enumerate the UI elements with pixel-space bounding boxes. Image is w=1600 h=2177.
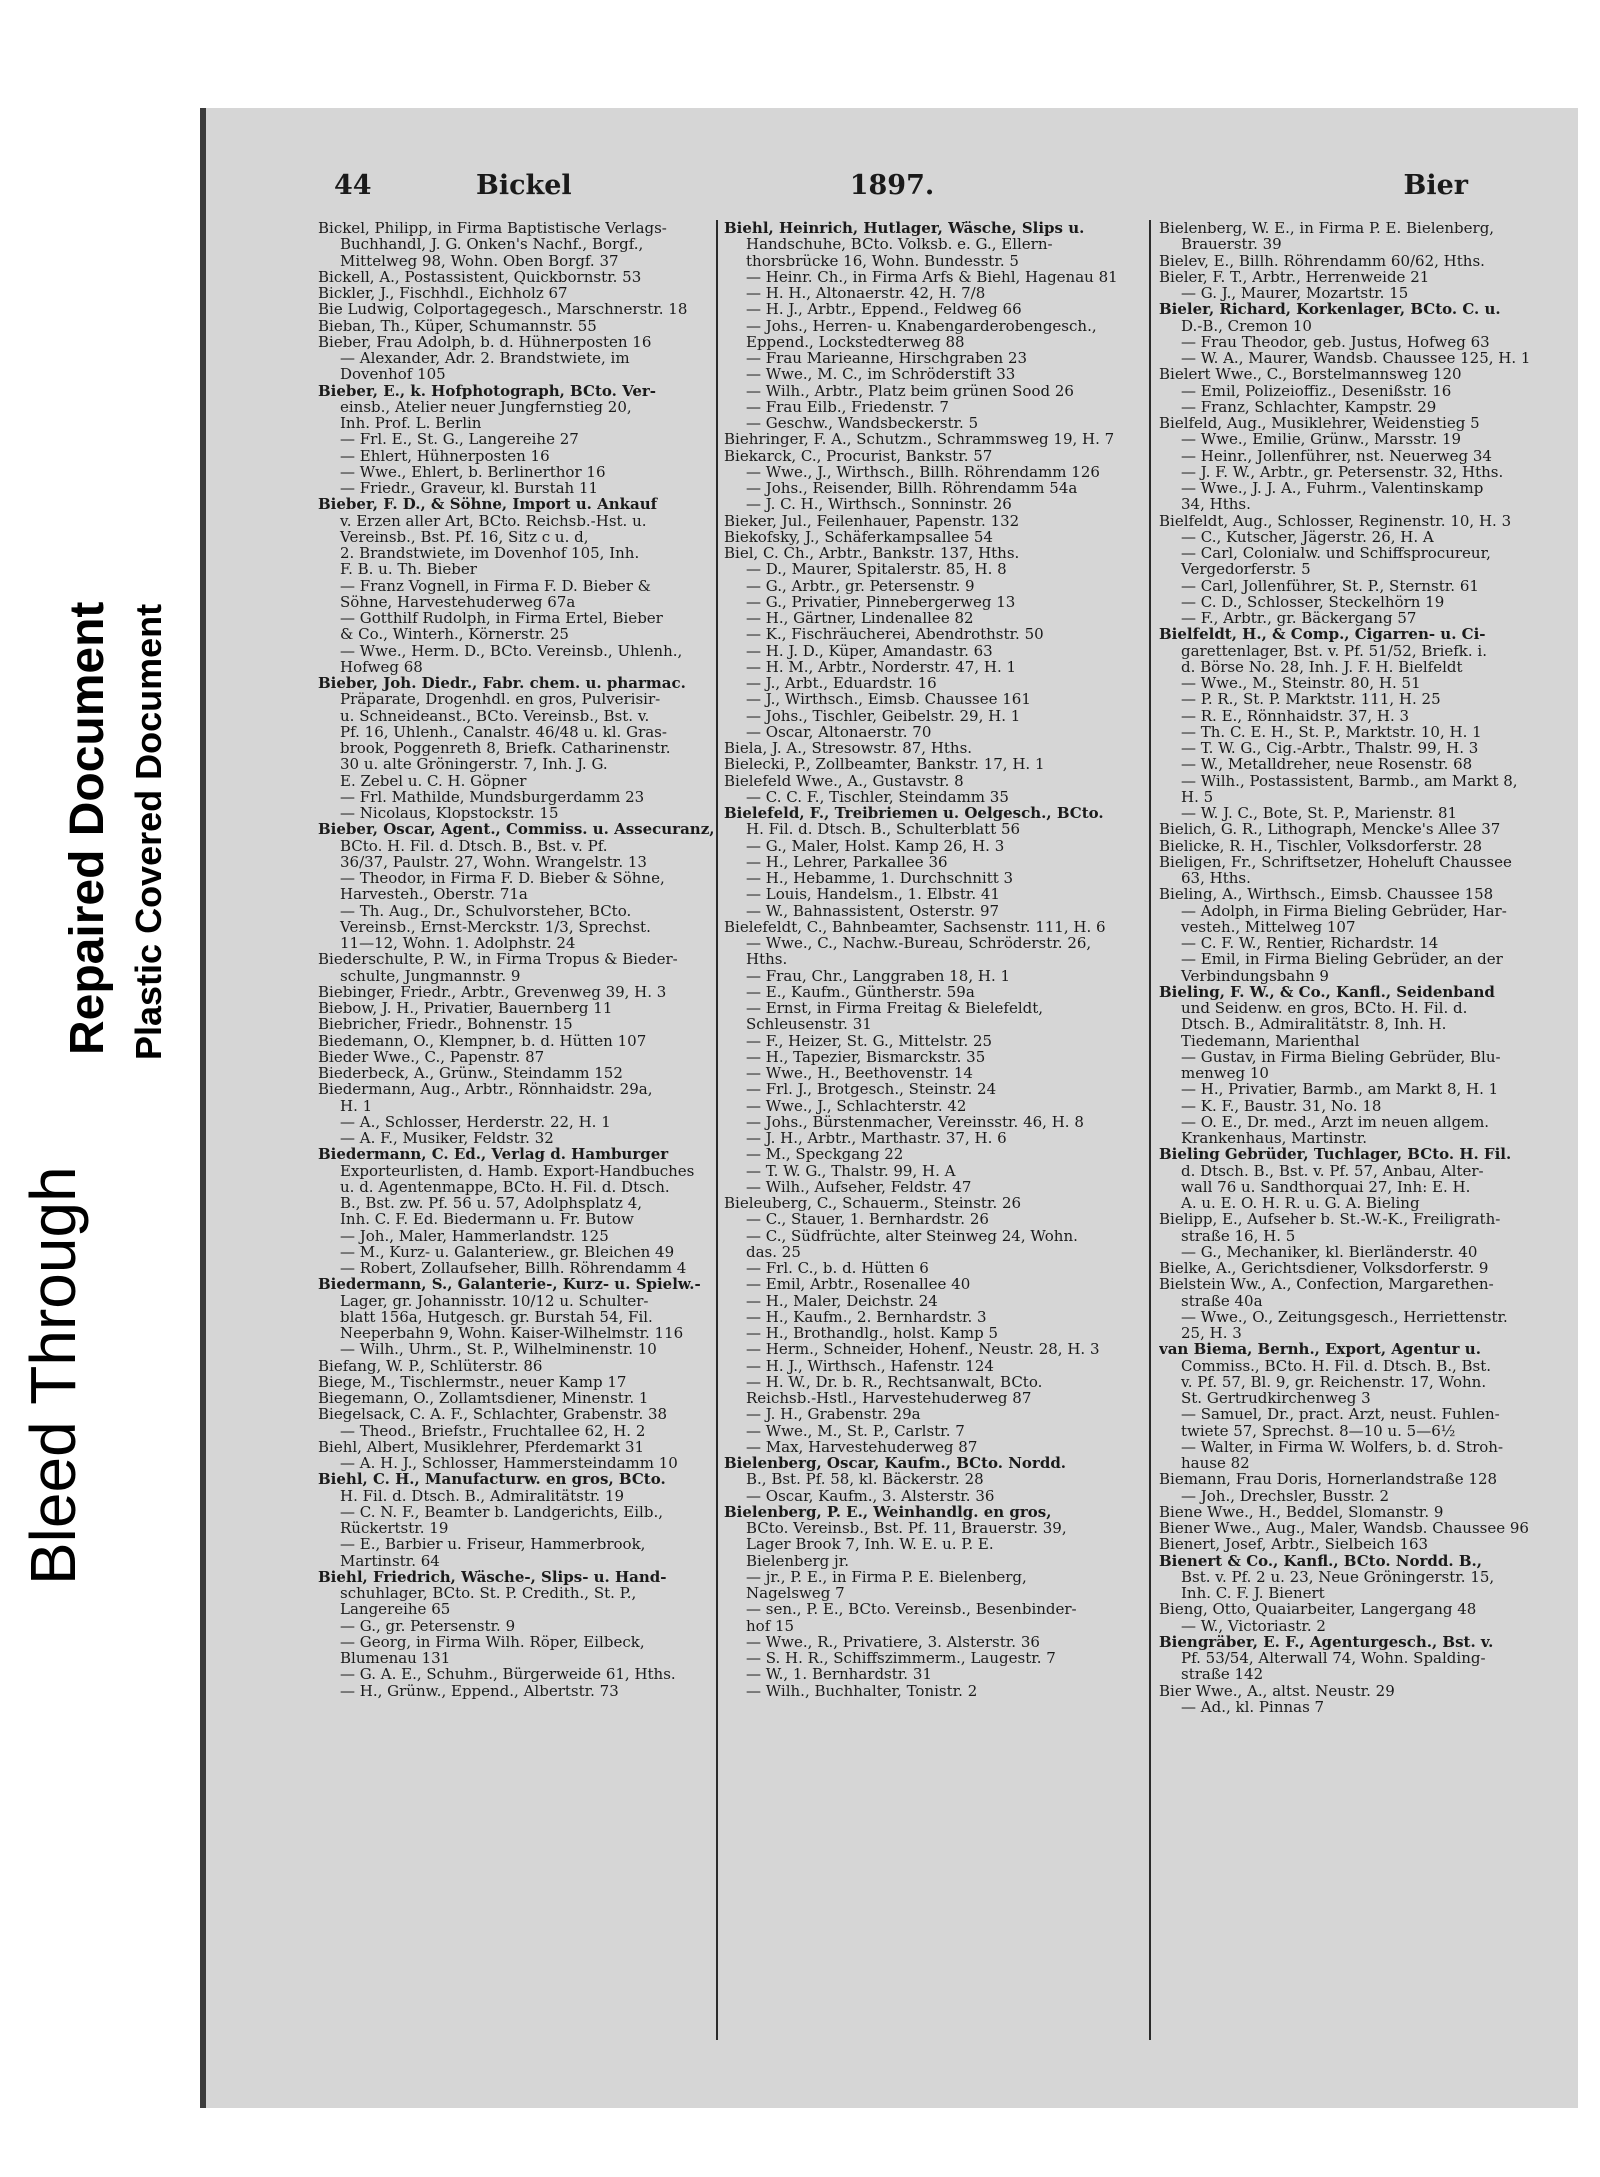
- directory-entry-line: Bielefeld, F., Treibriemen u. Oelgesch., BCto.: [724, 805, 1104, 822]
- directory-entry-line: Söhne, Harvestehuderweg 67a: [340, 593, 576, 610]
- directory-entry-line: Bielstein Ww., A., Confection, Margarethen-: [1159, 1276, 1494, 1293]
- directory-entry-line: Bieder Wwe., C., Papenstr. 87: [318, 1048, 545, 1065]
- directory-entry-line: Bieber, F. D., & Söhne, Import u. Ankauf: [318, 496, 658, 513]
- directory-entry-line: Bielenberg, P. E., Weinhandlg. en gros,: [724, 1503, 1052, 1520]
- directory-entry-line: — Frau Theodor, geb. Justus, Hofweg 63: [1181, 333, 1490, 350]
- directory-entry-line: Präparate, Drogenhdl. en gros, Pulverisir-: [340, 691, 661, 708]
- directory-entry-line: 63, Hths.: [1181, 870, 1251, 887]
- directory-entry-line: Biel, C. Ch., Arbtr., Bankstr. 137, Hths.: [724, 545, 1020, 562]
- directory-entry-line: — D., Maurer, Spitalerstr. 85, H. 8: [746, 561, 1007, 578]
- directory-entry-line: Inh. C. F. Ed. Biedermann u. Fr. Butow: [340, 1211, 634, 1228]
- directory-entry-line: E. Zebel u. C. H. Göpner: [340, 772, 527, 789]
- directory-entry-line: Biege, M., Tischlermstr., neuer Kamp 17: [318, 1373, 627, 1390]
- directory-entry-line: Brauerstr. 39: [1181, 236, 1282, 253]
- directory-entry-line: — Th. Aug., Dr., Schulvorsteher, BCto.: [340, 902, 632, 919]
- directory-entry-line: — Ernst, in Firma Freitag & Bielefeldt,: [746, 1000, 1044, 1017]
- directory-entry-line: — Adolph, in Firma Bieling Gebrüder, Har-: [1181, 902, 1507, 919]
- directory-entry-line: — Louis, Handelsm., 1. Elbstr. 41: [746, 886, 1000, 903]
- directory-entry-line: — Wwe., J. J. A., Fuhrm., Valentinskamp: [1181, 480, 1484, 497]
- directory-entry-line: Biebricher, Friedr., Bohnenstr. 15: [318, 1016, 573, 1033]
- directory-entry-line: thorsbrücke 16, Wohn. Bundesstr. 5: [746, 252, 1019, 269]
- directory-entry-line: das. 25: [746, 1243, 801, 1260]
- directory-entry-line: Blumenau 131: [340, 1650, 451, 1667]
- directory-entry-line: — O. E., Dr. med., Arzt im neuen allgem.: [1181, 1113, 1490, 1130]
- directory-entry-line: — C. N. F., Beamter b. Landgerichts, Eilb.,: [340, 1503, 663, 1520]
- directory-entry-line: — T. W. G., Thalstr. 99, H. A: [746, 1162, 956, 1179]
- directory-entry-line: Bickell, A., Postassistent, Quickbornstr. 53: [318, 268, 642, 285]
- directory-entry-line: — Wilh., Postassistent, Barmb., am Markt 8,: [1181, 772, 1518, 789]
- directory-entry-line: Buchhandl, J. G. Onken's Nachf., Borgf.,: [340, 236, 644, 253]
- directory-entry-line: — H., Tapezier, Bismarckstr. 35: [746, 1048, 986, 1065]
- directory-entry-line: — A. H. J., Schlosser, Hammersteindamm 10: [340, 1455, 678, 1472]
- directory-entry-line: — J., Arbt., Eduardstr. 16: [746, 675, 937, 692]
- directory-entry-line: — Georg, in Firma Wilh. Röper, Eilbeck,: [340, 1633, 645, 1650]
- directory-entry-line: — Heinr. Ch., in Firma Arfs & Biehl, Hagenau 81: [746, 268, 1118, 285]
- directory-entry-line: Biedermann, S., Galanterie-, Kurz- u. Spielw.-: [318, 1276, 701, 1293]
- directory-entry-line: Biengräber, E. F., Agenturgesch., Bst. v.: [1159, 1633, 1494, 1650]
- directory-entry-line: Bieber, Joh. Diedr., Fabr. chem. u. pharmac.: [318, 675, 686, 692]
- directory-entry-line: — H., Maler, Deichstr. 24: [746, 1292, 938, 1309]
- directory-entry-line: — Wwe., J., Wirthsch., Billh. Röhrendamm 126: [746, 463, 1100, 480]
- directory-entry-line: v. Erzen aller Art, BCto. Reichsb.-Hst. u.: [340, 512, 647, 529]
- directory-entry-line: F. B. u. Th. Bieber: [340, 561, 477, 578]
- directory-entry-line: d. Dtsch. B., Bst. v. Pf. 57, Anbau, Alter-: [1181, 1162, 1484, 1179]
- directory-entry-line: Handschuhe, BCto. Volksb. e. G., Ellern-: [746, 236, 1053, 253]
- directory-entry-line: Bielenberg, W. E., in Firma P. E. Bielenberg,: [1159, 220, 1495, 237]
- directory-entry-line: — Ehlert, Hühnerposten 16: [340, 447, 550, 464]
- directory-entry-line: Biegemann, O., Zollamtsdiener, Minenstr. 1: [318, 1390, 649, 1407]
- directory-entry-line: — W., Victoriastr. 2: [1181, 1617, 1326, 1634]
- directory-entry-line: Bieling Gebrüder, Tuchlager, BCto. H. Fil.: [1159, 1146, 1512, 1163]
- directory-entry-line: Mittelweg 98, Wohn. Oben Borgf. 37: [340, 252, 619, 269]
- directory-entry-line: — H. M., Arbtr., Norderstr. 47, H. 1: [746, 658, 1017, 675]
- directory-entry-line: Bieber, Frau Adolph, b. d. Hühnerposten 16: [318, 333, 652, 350]
- directory-entry-line: einsb., Atelier neuer Jungfernstieg 20,: [340, 398, 632, 415]
- directory-entry-line: D.-B., Cremon 10: [1181, 317, 1312, 334]
- directory-entry-line: Hofweg 68: [340, 658, 423, 675]
- directory-entry-line: — H. W., Dr. b. R., Rechtsanwalt, BCto.: [746, 1373, 1043, 1390]
- directory-entry-line: — G., Privatier, Pinnebergerweg 13: [746, 593, 1016, 610]
- directory-entry-line: Bier Wwe., A., altst. Neustr. 29: [1159, 1682, 1395, 1699]
- directory-entry-line: Bielicke, R. H., Tischler, Volksdorferstr. 28: [1159, 837, 1483, 854]
- directory-entry-line: — Joh., Drechsler, Busstr. 2: [1181, 1487, 1390, 1504]
- directory-entry-line: — Johs., Bürstenmacher, Vereinsstr. 46, H. 8: [746, 1113, 1084, 1130]
- directory-entry-line: straße 16, H. 5: [1181, 1227, 1296, 1244]
- directory-entry-line: — F., Heizer, St. G., Mittelstr. 25: [746, 1032, 993, 1049]
- directory-entry-line: Bielfeldt, H., & Comp., Cigarren- u. Ci-: [1159, 626, 1486, 643]
- directory-entry-line: — Wwe., M., Steinstr. 80, H. 51: [1181, 675, 1421, 692]
- directory-entry-line: Pf. 16, Uhlenh., Canalstr. 46/48 u. kl. Gras-: [340, 723, 667, 740]
- directory-entry-line: Biederbeck, A., Grünw., Steindamm 152: [318, 1065, 623, 1082]
- directory-entry-line: 36/37, Paulstr. 27, Wohn. Wrangelstr. 13: [340, 853, 647, 870]
- directory-entry-line: Biekofsky, J., Schäferkampsallee 54: [724, 528, 993, 545]
- directory-entry-line: — C., Kutscher, Jägerstr. 26, H. A: [1181, 528, 1434, 545]
- directory-entry-line: — G. A. E., Schuhm., Bürgerweide 61, Hths.: [340, 1666, 676, 1683]
- directory-entry-line: Biela, J. A., Stresowstr. 87, Hths.: [724, 740, 973, 757]
- directory-column-2: [724, 220, 1137, 2060]
- page-header: [206, 170, 1578, 202]
- directory-entry-line: — Frau Eilb., Friedenstr. 7: [746, 398, 949, 415]
- directory-entry-line: Bielert Wwe., C., Borstelmannsweg 120: [1159, 366, 1462, 383]
- directory-entry-line: — Johs., Tischler, Geibelstr. 29, H. 1: [746, 707, 1021, 724]
- directory-entry-line: Bielipp, E., Aufseher b. St.-W.-K., Freiligrath-: [1159, 1211, 1501, 1228]
- directory-entry-line: — S. H. R., Schiffszimmerm., Laugestr. 7: [746, 1650, 1056, 1667]
- repaired-document-label: Repaired Document: [61, 601, 114, 1055]
- directory-entry-line: — H., Hebamme, 1. Durchschnitt 3: [746, 870, 1014, 887]
- directory-entry-line: — Joh., Maler, Hammerlandstr. 125: [340, 1227, 609, 1244]
- directory-entry-line: — Wwe., M., St. P., Carlstr. 7: [746, 1422, 965, 1439]
- right-running-head: Bier: [1403, 170, 1468, 201]
- directory-entry-line: H. 1: [340, 1097, 373, 1114]
- directory-entry-line: Biedemann, O., Klempner, b. d. Hütten 107: [318, 1032, 647, 1049]
- directory-entry-line: — A., Schlosser, Herderstr. 22, H. 1: [340, 1113, 611, 1130]
- directory-entry-line: Reichsb.-Hstl., Harvestehuderweg 87: [746, 1390, 1032, 1407]
- directory-entry-line: — Th. C. E. H., St. P., Marktstr. 10, H. 1: [1181, 723, 1482, 740]
- directory-entry-line: blatt 156a, Hutgesch. gr. Burstah 54, Fil.: [340, 1308, 653, 1325]
- directory-entry-line: Vereinsb., Bst. Pf. 16, Sitz c u. d,: [340, 528, 589, 545]
- directory-entry-line: — sen., P. E., BCto. Vereinsb., Besenbinder-: [746, 1601, 1077, 1618]
- directory-entry-line: & Co., Winterh., Körnerstr. 25: [340, 626, 569, 643]
- directory-entry-line: Bielfeld, Aug., Musiklehrer, Weidenstieg 5: [1159, 415, 1480, 432]
- directory-entry-line: — Frl. Mathilde, Mundsburgerdamm 23: [340, 788, 645, 805]
- directory-entry-line: Bieligen, Fr., Schriftsetzer, Hoheluft Chaussee: [1159, 853, 1512, 870]
- directory-entry-line: Bieling, A., Wirthsch., Eimsb. Chaussee 158: [1159, 886, 1494, 903]
- directory-entry-line: — H., Brothandlg., holst. Kamp 5: [746, 1325, 999, 1342]
- directory-entry-line: — Wwe., Emilie, Grünw., Marsstr. 19: [1181, 431, 1462, 448]
- directory-entry-line: Schleusenstr. 31: [746, 1016, 872, 1033]
- left-running-head: Bickel: [476, 170, 572, 201]
- directory-entry-line: St. Gertrudkirchenweg 3: [1181, 1390, 1371, 1407]
- directory-entry-line: — Wwe., R., Privatiere, 3. Alsterstr. 36: [746, 1633, 1040, 1650]
- directory-entry-line: Bielfeldt, Aug., Schlosser, Reginenstr. 10, H. 3: [1159, 512, 1512, 529]
- directory-entry-line: Biemann, Frau Doris, Hornerlandstraße 128: [1159, 1471, 1498, 1488]
- directory-entry-line: Bielke, A., Gerichtsdiener, Volksdorferstr. 9: [1159, 1260, 1489, 1277]
- directory-entry-line: Dovenhof 105: [340, 366, 446, 383]
- directory-entry-line: — Wwe., Ehlert, b. Berlinerthor 16: [340, 463, 606, 480]
- directory-entry-line: Bieban, Th., Küper, Schumannstr. 55: [318, 317, 597, 334]
- directory-entry-line: schulte, Jungmannstr. 9: [340, 967, 521, 984]
- directory-entry-line: Martinstr. 64: [340, 1552, 440, 1569]
- directory-entry-line: 30 u. alte Gröningerstr. 7, Inh. J. G.: [340, 756, 608, 773]
- directory-entry-line: Bieng, Otto, Quaiarbeiter, Langergang 48: [1159, 1601, 1477, 1618]
- directory-entry-line: — J., Wirthsch., Eimsb. Chaussee 161: [746, 691, 1031, 708]
- directory-entry-line: — Carl, Jollenführer, St. P., Sternstr. 61: [1181, 577, 1479, 594]
- directory-entry-line: brook, Poggenreth 8, Briefk. Catharinenstr.: [340, 740, 671, 757]
- column-divider: [1149, 220, 1151, 2040]
- directory-entry-line: Lager Brook 7, Inh. W. E. u. P. E.: [746, 1536, 994, 1553]
- directory-entry-line: — G. J., Maurer, Mozartstr. 15: [1181, 285, 1409, 302]
- directory-entry-line: — Herm., Schneider, Hohenf., Neustr. 28, H. 3: [746, 1341, 1100, 1358]
- directory-entry-line: — J. F. W., Arbtr., gr. Petersenstr. 32, Hths.: [1181, 463, 1504, 480]
- directory-entry-line: — Geschw., Wandsbeckerstr. 5: [746, 415, 979, 432]
- directory-entry-line: Biehl, Albert, Musiklehrer, Pferdemarkt 31: [318, 1438, 645, 1455]
- directory-entry-line: schuhlager, BCto. St. P. Credith., St. P.,: [340, 1585, 637, 1602]
- directory-entry-line: Biehl, Heinrich, Hutlager, Wäsche, Slips u.: [724, 220, 1085, 237]
- directory-entry-line: — A. F., Musiker, Feldstr. 32: [340, 1130, 554, 1147]
- directory-entry-line: — J. C. H., Wirthsch., Sonninstr. 26: [746, 496, 1012, 513]
- directory-entry-line: — Frl. E., St. G., Langereihe 27: [340, 431, 579, 448]
- directory-entry-line: — H., Gärtner, Lindenallee 82: [746, 610, 974, 627]
- directory-entry-line: Hths.: [746, 951, 788, 968]
- page-number: 44: [334, 170, 372, 201]
- plastic-covered-document-label: Plastic Covered Document: [128, 603, 169, 1060]
- directory-entry-line: BCto. Vereinsb., Bst. Pf. 11, Brauerstr. 39,: [746, 1520, 1067, 1537]
- directory-entry-line: — G., Mechaniker, kl. Bierländerstr. 40: [1181, 1243, 1478, 1260]
- directory-entry-line: — C. C. F., Tischler, Steindamm 35: [746, 788, 1009, 805]
- directory-entry-line: — F., Arbtr., gr. Bäckergang 57: [1181, 610, 1417, 627]
- directory-column-1: [318, 220, 731, 2060]
- directory-entry-line: Biehl, C. H., Manufacturw. en gros, BCto.: [318, 1471, 666, 1488]
- directory-entry-line: menweg 10: [1181, 1065, 1269, 1082]
- directory-entry-line: — Johs., Reisender, Billh. Röhrendamm 54a: [746, 480, 1078, 497]
- directory-entry-line: Biedermann, Aug., Arbtr., Rönnhaidstr. 29a,: [318, 1081, 653, 1098]
- directory-entry-line: Bienert & Co., Kanfl., BCto. Nordd. B.,: [1159, 1552, 1482, 1569]
- directory-entry-line: BCto. H. Fil. d. Dtsch. B., Bst. v. Pf.: [340, 837, 608, 854]
- directory-entry-line: — Franz Vognell, in Firma F. D. Bieber &: [340, 577, 652, 594]
- directory-entry-line: — Frl. C., b. d. Hütten 6: [746, 1260, 929, 1277]
- directory-entry-line: Bielev, E., Billh. Röhrendamm 60/62, Hths.: [1159, 252, 1485, 269]
- directory-entry-line: Biefang, W. P., Schlüterstr. 86: [318, 1357, 543, 1374]
- directory-entry-line: 2. Brandstwiete, im Dovenhof 105, Inh.: [340, 545, 640, 562]
- directory-entry-line: — Frau, Chr., Langgraben 18, H. 1: [746, 967, 1011, 984]
- directory-column-3: [1159, 220, 1572, 2060]
- directory-entry-line: — Oscar, Kaufm., 3. Alsterstr. 36: [746, 1487, 995, 1504]
- directory-entry-line: Bieler, Richard, Korkenlager, BCto. C. u.: [1159, 301, 1501, 318]
- directory-entry-line: Bieler, F. T., Arbtr., Herrenweide 21: [1159, 268, 1430, 285]
- directory-entry-line: — Wwe., J., Schlachterstr. 42: [746, 1097, 967, 1114]
- directory-entry-line: — Oscar, Altonaerstr. 70: [746, 723, 932, 740]
- directory-entry-line: Bieber, E., k. Hofphotograph, BCto. Ver-: [318, 382, 656, 399]
- directory-entry-line: Dtsch. B., Admiralitätstr. 8, Inh. H.: [1181, 1016, 1447, 1033]
- directory-entry-line: Langereihe 65: [340, 1601, 451, 1618]
- directory-entry-line: — Wilh., Uhrm., St. P., Wilhelminenstr. 10: [340, 1341, 657, 1358]
- directory-entry-line: Biehringer, F. A., Schutzm., Schrammsweg 19, H. 7: [724, 431, 1115, 448]
- directory-entry-line: — E., Kaufm., Güntherstr. 59a: [746, 983, 975, 1000]
- directory-entry-line: Biederschulte, P. W., in Firma Tropus & Bieder-: [318, 951, 678, 968]
- directory-entry-line: — Samuel, Dr., pract. Arzt, neust. Fuhlen-: [1181, 1406, 1500, 1423]
- directory-entry-line: — Frau Marieanne, Hirschgraben 23: [746, 350, 1028, 367]
- directory-entry-line: hof 15: [746, 1617, 795, 1634]
- directory-entry-line: — G., Arbtr., gr. Petersenstr. 9: [746, 577, 975, 594]
- directory-entry-line: — Max, Harvestehuderweg 87: [746, 1438, 978, 1455]
- directory-entry-line: — W. J. C., Bote, St. P., Marienstr. 81: [1181, 805, 1458, 822]
- directory-entry-line: Rückertstr. 19: [340, 1520, 449, 1537]
- directory-entry-line: — Gotthilf Rudolph, in Firma Ertel, Bieber: [340, 610, 663, 627]
- directory-entry-line: H. 5: [1181, 788, 1214, 805]
- directory-entry-line: — H., Grünw., Eppend., Albertstr. 73: [340, 1682, 619, 1699]
- directory-entry-line: — H., Kaufm., 2. Bernhardstr. 3: [746, 1308, 987, 1325]
- directory-entry-line: B., Bst. zw. Pf. 56 u. 57, Adolphsplatz 4,: [340, 1195, 643, 1212]
- bleed-through-label: Bleed Through: [17, 1166, 89, 1585]
- directory-entry-line: — Nicolaus, Klopstockstr. 15: [340, 805, 559, 822]
- directory-entry-line: — Emil, Polizeioffiz., Desenißstr. 16: [1181, 382, 1452, 399]
- directory-entry-line: Bieleuberg, C., Schauerm., Steinstr. 26: [724, 1195, 1022, 1212]
- directory-entry-line: Bielenberg, Oscar, Kaufm., BCto. Nordd.: [724, 1455, 1067, 1472]
- directory-entry-line: B., Bst. Pf. 58, kl. Bäckerstr. 28: [746, 1471, 984, 1488]
- directory-entry-line: 11—12, Wohn. 1. Adolphstr. 24: [340, 935, 576, 952]
- directory-entry-line: — E., Barbier u. Friseur, Hammerbrook,: [340, 1536, 646, 1553]
- year-heading: 1897.: [849, 170, 935, 201]
- directory-entry-line: Bielefeldt, C., Bahnbeamter, Sachsenstr. 111, H. 6: [724, 918, 1106, 935]
- directory-entry-line: — Wwe., H., Beethovenstr. 14: [746, 1065, 973, 1082]
- directory-entry-line: Bielefeld Wwe., A., Gustavstr. 8: [724, 772, 964, 789]
- directory-entry-line: — Ad., kl. Pinnas 7: [1181, 1698, 1325, 1715]
- directory-entry-line: Verbindungsbahn 9: [1181, 967, 1329, 984]
- directory-entry-line: Bieber, Oscar, Agent., Commiss. u. Assecuranz,: [318, 821, 715, 838]
- directory-entry-line: Harvesteh., Oberstr. 71a: [340, 886, 528, 903]
- directory-entry-line: straße 40a: [1181, 1292, 1263, 1309]
- directory-entry-line: Tiedemann, Marienthal: [1181, 1032, 1360, 1049]
- directory-entry-line: A. u. E. O. H. R. u. G. A. Bieling: [1181, 1195, 1420, 1212]
- directory-page: [200, 108, 1578, 2108]
- directory-entry-line: — K., Fischräucherei, Abendrothstr. 50: [746, 626, 1044, 643]
- directory-entry-line: Krankenhaus, Martinstr.: [1181, 1130, 1368, 1147]
- directory-entry-line: Neeperbahn 9, Wohn. Kaiser-Wilhelmstr. 116: [340, 1325, 684, 1342]
- directory-entry-line: Commiss., BCto. H. Fil. d. Dtsch. B., Bst.: [1181, 1357, 1492, 1374]
- directory-entry-line: — Wwe., O., Zeitungsgesch., Herriettenstr.: [1181, 1308, 1508, 1325]
- directory-entry-line: — Frl. J., Brotgesch., Steinstr. 24: [746, 1081, 997, 1098]
- directory-entry-line: Biehl, Friedrich, Wäsche-, Slips- u. Hand-: [318, 1568, 667, 1585]
- directory-entry-line: — Wwe., Herm. D., BCto. Vereinsb., Uhlenh.,: [340, 642, 683, 659]
- directory-entry-line: Biedermann, C. Ed., Verlag d. Hamburger: [318, 1146, 669, 1163]
- directory-entry-line: — W., Bahnassistent, Osterstr. 97: [746, 902, 1000, 919]
- directory-entry-line: Biegelsack, C. A. F., Schlachter, Grabenstr. 38: [318, 1406, 668, 1423]
- directory-entry-line: — C., Stauer, 1. Bernhardstr. 26: [746, 1211, 989, 1228]
- directory-entry-line: garettenlager, Bst. v. Pf. 51/52, Briefk. i.: [1181, 642, 1487, 659]
- directory-entry-line: — Carl, Colonialw. und Schiffsprocureur,: [1181, 545, 1491, 562]
- directory-entry-line: — Friedr., Graveur, kl. Burstah 11: [340, 480, 599, 497]
- directory-entry-line: Inh. Prof. L. Berlin: [340, 415, 482, 432]
- directory-entry-line: Eppend., Lockstedterweg 88: [746, 333, 965, 350]
- directory-entry-line: Biene Wwe., H., Beddel, Slomanstr. 9: [1159, 1503, 1444, 1520]
- column-divider: [716, 220, 718, 2040]
- directory-entry-line: Bielenberg jr.: [746, 1552, 849, 1569]
- directory-entry-line: Bieling, F. W., & Co., Kanfl., Seidenband: [1159, 983, 1495, 1000]
- directory-entry-line: Exporteurlisten, d. Hamb. Export-Handbuches: [340, 1162, 695, 1179]
- directory-entry-line: Bielich, G. R., Lithograph, Mencke's Allee 37: [1159, 821, 1501, 838]
- directory-entry-line: hause 82: [1181, 1455, 1250, 1472]
- directory-entry-line: — H., Lehrer, Parkallee 36: [746, 853, 948, 870]
- directory-entry-line: — Wilh., Aufseher, Feldstr. 47: [746, 1178, 972, 1195]
- directory-entry-line: vesteh., Mittelweg 107: [1181, 918, 1356, 935]
- directory-entry-line: Biebow, J. H., Privatier, Bauernberg 11: [318, 1000, 613, 1017]
- directory-entry-line: H. Fil. d. Dtsch. B., Admiralitätstr. 19: [340, 1487, 625, 1504]
- directory-entry-line: — H. J. D., Küper, Amandastr. 63: [746, 642, 993, 659]
- directory-entry-line: — Heinr., Jollenführer, nst. Neuerweg 34: [1181, 447, 1492, 464]
- directory-entry-line: — K. F., Baustr. 31, No. 18: [1181, 1097, 1382, 1114]
- directory-entry-line: Biebinger, Friedr., Arbtr., Grevenweg 39, H. 3: [318, 983, 667, 1000]
- directory-entry-line: wall 76 u. Sandthorquai 27, Inh: E. H.: [1181, 1178, 1471, 1195]
- directory-entry-line: — Alexander, Adr. 2. Brandstwiete, im: [340, 350, 630, 367]
- directory-entry-line: d. Börse No. 28, Inh. J. F. H. Bielfeldt: [1181, 658, 1463, 675]
- directory-entry-line: — M., Speckgang 22: [746, 1146, 904, 1163]
- directory-entry-line: — C. D., Schlosser, Steckelhörn 19: [1181, 593, 1445, 610]
- directory-entry-line: — C. F. W., Rentier, Richardstr. 14: [1181, 935, 1439, 952]
- directory-entry-line: Bielecki, P., Zollbeamter, Bankstr. 17, H. 1: [724, 756, 1045, 773]
- directory-entry-line: 34, Hths.: [1181, 496, 1251, 513]
- directory-entry-line: — Johs., Herren- u. Knabengarderobengesch.,: [746, 317, 1097, 334]
- directory-entry-line: — G., gr. Petersenstr. 9: [340, 1617, 516, 1634]
- directory-entry-line: Biekarck, C., Procurist, Bankstr. 57: [724, 447, 993, 464]
- directory-entry-line: u. Schneideanst., BCto. Vereinsb., Bst. v.: [340, 707, 650, 724]
- directory-entry-line: — H. H., Altonaerstr. 42, H. 7/8: [746, 285, 986, 302]
- directory-entry-line: — M., Kurz- u. Galanteriew., gr. Bleichen 49: [340, 1243, 675, 1260]
- directory-entry-line: H. Fil. d. Dtsch. B., Schulterblatt 56: [746, 821, 1021, 838]
- directory-entry-line: Pf. 53/54, Alterwall 74, Wohn. Spalding-: [1181, 1650, 1486, 1667]
- directory-entry-line: Bickler, J., Fischhdl., Eichholz 67: [318, 285, 568, 302]
- directory-entry-line: Bst. v. Pf. 2 u. 23, Neue Gröningerstr. 15,: [1181, 1568, 1495, 1585]
- directory-entry-line: — Robert, Zollaufseher, Billh. Röhrendamm 4: [340, 1260, 687, 1277]
- directory-entry-line: — Wilh., Buchhalter, Tonistr. 2: [746, 1682, 978, 1699]
- directory-entry-line: — Emil, in Firma Bieling Gebrüder, an der: [1181, 951, 1503, 968]
- directory-entry-line: Lager, gr. Johannisstr. 10/12 u. Schulter-: [340, 1292, 649, 1309]
- directory-entry-line: — Wwe., C., Nachw.-Bureau, Schröderstr. 26,: [746, 935, 1092, 952]
- directory-entry-line: — Gustav, in Firma Bieling Gebrüder, Blu-: [1181, 1048, 1501, 1065]
- directory-entry-line: Bieker, Jul., Feilenhauer, Papenstr. 132: [724, 512, 1020, 529]
- directory-entry-line: Inh. C. F. J. Bienert: [1181, 1585, 1325, 1602]
- directory-entry-line: — W. A., Maurer, Wandsb. Chaussee 125, H. 1: [1181, 350, 1531, 367]
- directory-entry-line: — H., Privatier, Barmb., am Markt 8, H. 1: [1181, 1081, 1499, 1098]
- directory-entry-line: straße 142: [1181, 1666, 1264, 1683]
- directory-entry-line: — jr., P. E., in Firma P. E. Bielenberg,: [746, 1568, 1027, 1585]
- directory-entry-line: — H. J., Arbtr., Eppend., Feldweg 66: [746, 301, 1022, 318]
- directory-entry-line: Vereinsb., Ernst-Merckstr. 1/3, Sprechst.: [340, 918, 651, 935]
- directory-entry-line: — Theod., Briefstr., Fruchtallee 62, H. 2: [340, 1422, 646, 1439]
- directory-entry-line: — J. H., Grabenstr. 29a: [746, 1406, 921, 1423]
- directory-entry-line: Bie Ludwig, Colportagegesch., Marschnerstr. 18: [318, 301, 688, 318]
- directory-entry-line: — W., 1. Bernhardstr. 31: [746, 1666, 932, 1683]
- directory-entry-line: — P. R., St. P. Marktstr. 111, H. 25: [1181, 691, 1441, 708]
- directory-entry-line: — J. H., Arbtr., Marthastr. 37, H. 6: [746, 1130, 1007, 1147]
- directory-entry-line: Vergedorferstr. 5: [1181, 561, 1311, 578]
- directory-entry-line: — H. J., Wirthsch., Hafenstr. 124: [746, 1357, 994, 1374]
- directory-entry-line: van Biema, Bernh., Export, Agentur u.: [1159, 1341, 1481, 1358]
- directory-entry-line: — Walter, in Firma W. Wolfers, b. d. Stroh-: [1181, 1438, 1504, 1455]
- directory-entry-line: — G., Maler, Holst. Kamp 26, H. 3: [746, 837, 1005, 854]
- directory-entry-line: — Wilh., Arbtr., Platz beim grünen Sood 26: [746, 382, 1074, 399]
- directory-entry-line: — T. W. G., Cig.-Arbtr., Thalstr. 99, H. 3: [1181, 740, 1479, 757]
- directory-entry-line: — Franz, Schlachter, Kampstr. 29: [1181, 398, 1437, 415]
- directory-entry-line: Biener Wwe., Aug., Maler, Wandsb. Chaussee 96: [1159, 1520, 1529, 1537]
- directory-entry-line: Nagelsweg 7: [746, 1585, 845, 1602]
- directory-entry-line: — R. E., Rönnhaidstr. 37, H. 3: [1181, 707, 1410, 724]
- directory-entry-line: — Theodor, in Firma F. D. Bieber & Söhne,: [340, 870, 665, 887]
- directory-entry-line: v. Pf. 57, Bl. 9, gr. Reichenstr. 17, Wohn.: [1181, 1373, 1487, 1390]
- directory-entry-line: u. d. Agentenmappe, BCto. H. Fil. d. Dtsch.: [340, 1178, 670, 1195]
- directory-entry-line: Bickel, Philipp, in Firma Baptistische Verlags-: [318, 220, 667, 237]
- directory-entry-line: und Seidenw. en gros, BCto. H. Fil. d.: [1181, 1000, 1468, 1017]
- directory-entry-line: — W., Metalldreher, neue Rosenstr. 68: [1181, 756, 1473, 773]
- directory-entry-line: 25, H. 3: [1181, 1325, 1242, 1342]
- directory-entry-line: twiete 57, Sprechst. 8—10 u. 5—6½: [1181, 1422, 1456, 1439]
- directory-entry-line: — Emil, Arbtr., Rosenallee 40: [746, 1276, 971, 1293]
- directory-entry-line: Bienert, Josef, Arbtr., Sielbeich 163: [1159, 1536, 1429, 1553]
- directory-entry-line: — C., Südfrüchte, alter Steinweg 24, Wohn.: [746, 1227, 1078, 1244]
- directory-entry-line: — Wwe., M. C., im Schröderstift 33: [746, 366, 1016, 383]
